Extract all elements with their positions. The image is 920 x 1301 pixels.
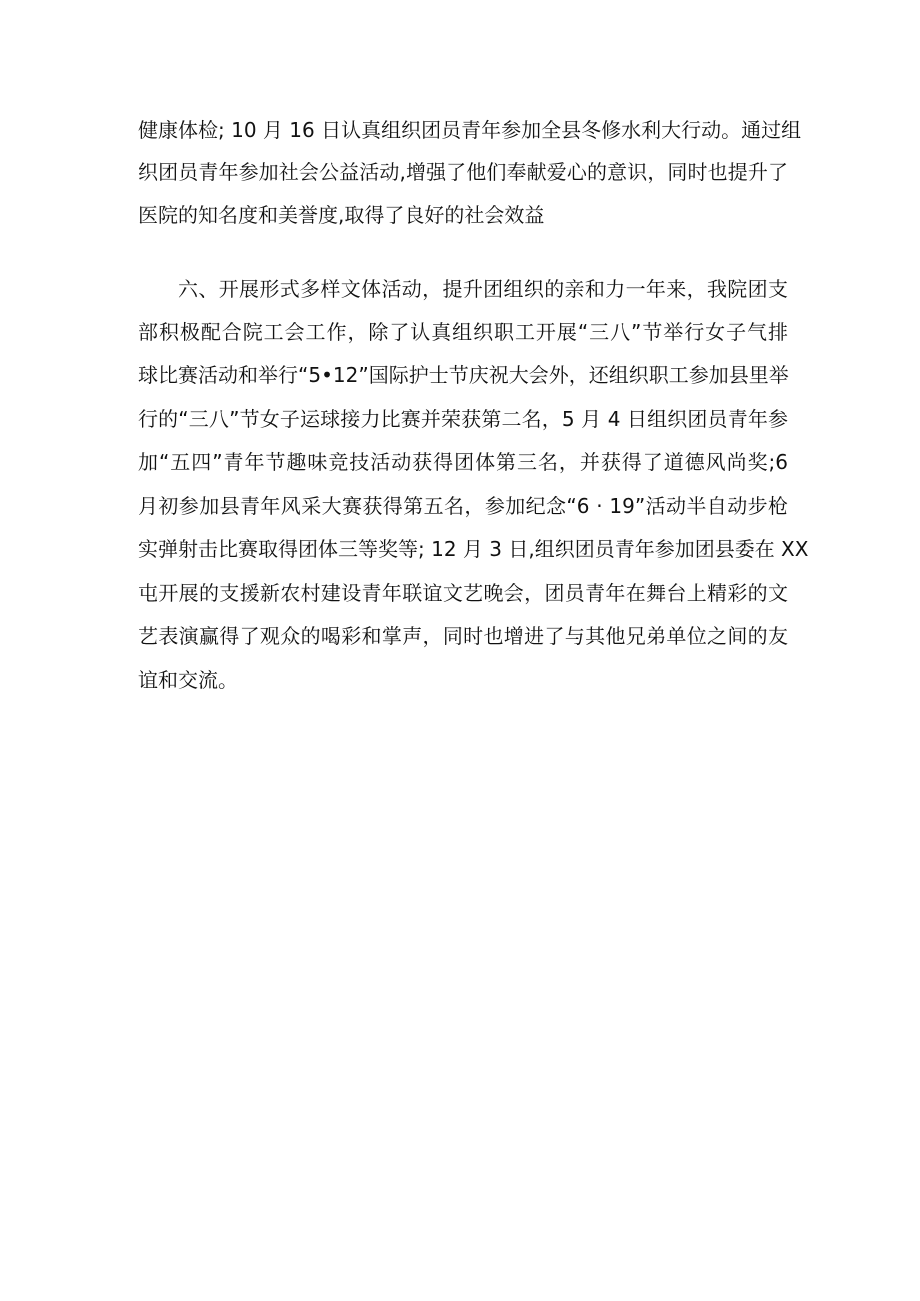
text-line: 屯开展的支援新农村建设青年联谊文艺晚会，团员青年在舞台上精彩的文 — [138, 581, 788, 605]
text-line: 行的“三八”节女子运球接力比赛并荣获第二名，5 月 4 日组织团员青年参 — [138, 407, 788, 431]
text-line: 部积极配合院工会工作，除了认真组织职工开展“三八”节举行女子气排 — [138, 320, 788, 344]
text-line: 实弹射击比赛取得团体三等奖等; 12 月 3 日,组织团员青年参加团县委在 XX — [138, 537, 809, 561]
text-line: 医院的知名度和美誉度,取得了良好的社会效益 — [138, 203, 545, 227]
text-line: 艺表演赢得了观众的喝彩和掌声，同时也增进了与其他兄弟单位之间的友 — [138, 624, 788, 648]
text-line: 月初参加县青年风采大赛获得第五名，参加纪念“6 · 19”活动半自动步枪 — [138, 494, 788, 518]
text-line: 谊和交流。 — [138, 668, 238, 692]
text-line: 球比赛活动和举行“5•12”国际护士节庆祝大会外，还组织职工参加县里举 — [138, 363, 789, 387]
text-line: 织团员青年参加社会公益活动,增强了他们奉献爱心的意识，同时也提升了 — [138, 160, 788, 184]
text-line: 六、开展形式多样文体活动，提升团组织的亲和力一年来，我院团支 — [178, 277, 788, 301]
text-line: 健康体检; 10 月 16 日认真组织团员青年参加全县冬修水利大行动。通过组 — [138, 118, 802, 142]
text-line: 加“五四”青年节趣味竞技活动获得团体第三名，并获得了道德风尚奖;6 — [138, 450, 788, 474]
